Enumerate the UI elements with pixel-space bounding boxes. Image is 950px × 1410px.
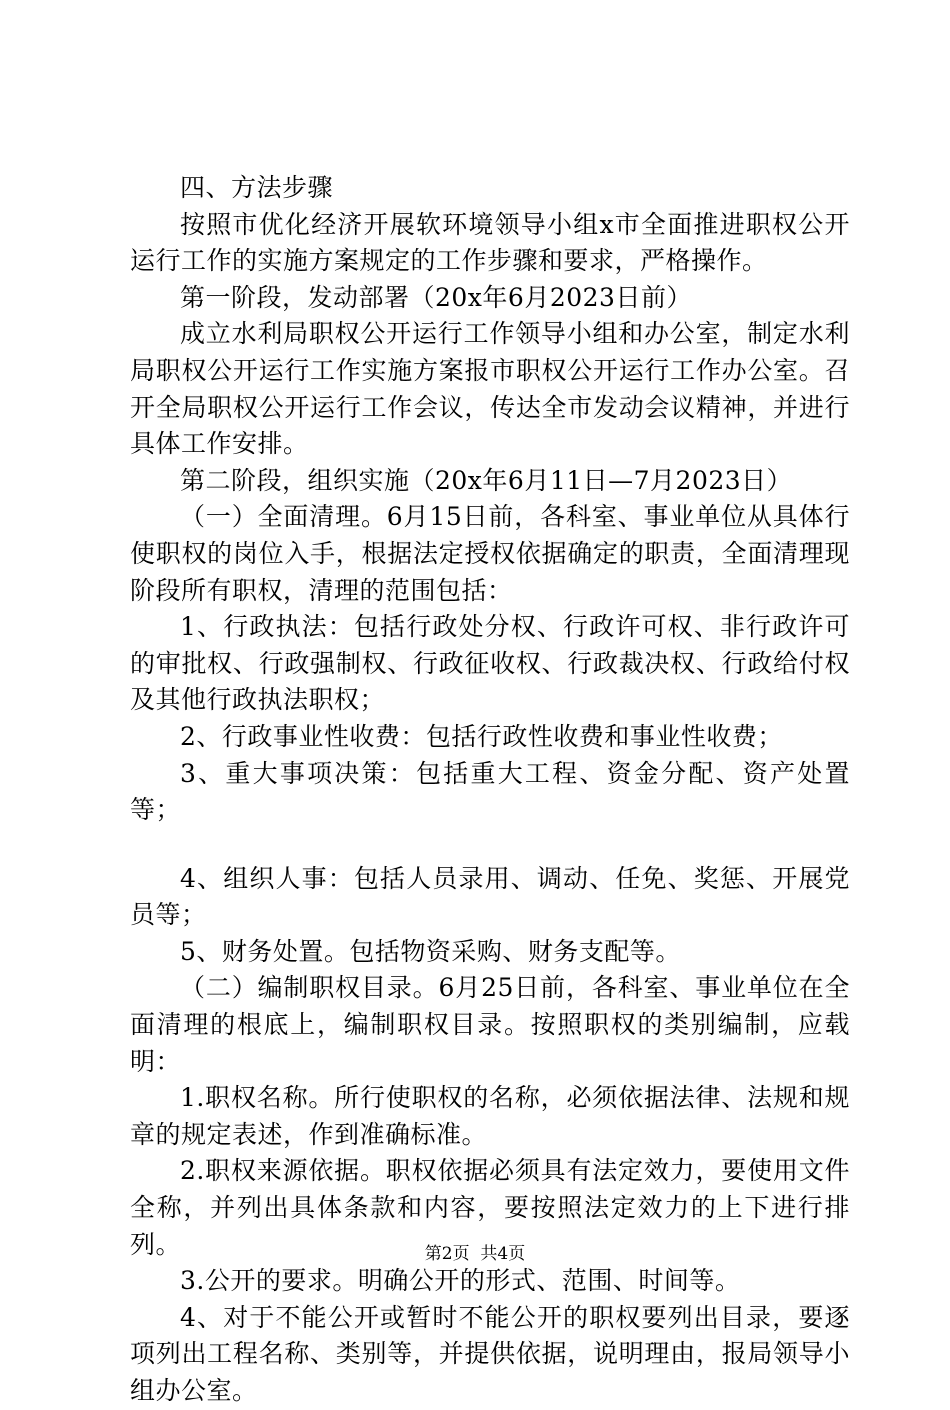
- list-item: 5、财务处置。包括物资采购、财务支配等。: [180, 936, 681, 966]
- paragraph: 成立水利局职权公开运行工作领导小组和办公室，制定水利局职权公开运行工作实施方案报市职权公开运行工作办公室。召开全局职权公开运行工作会议，传达全市发动会议精神，并进行具体工作安排。: [130, 319, 850, 459]
- list-item: 4、对于不能公开或暂时不能公开的职权要列出目录，要逐项列出工程名称、类别等，并提供依据，说明理由，报局领导小组办公室。: [130, 1302, 850, 1405]
- list-item: 2.职权来源依据。职权依据必须具有法定效力，要使用文件全称，并列出具体条款和内容，要按照法定效力的上下进行排列。: [130, 1156, 850, 1259]
- list-item: 1、行政执法：包括行政处分权、行政许可权、非行政许可的审批权、行政强制权、行政征收权、行政裁决权、行政给付权及其他行政执法职权；: [130, 612, 850, 715]
- paragraph: （一）全面清理。6月15日前，各科室、事业单位从具体行使职权的岗位入手，根据法定授权依据确定的职责，全面清理现阶段所有职权，清理的范围包括：: [130, 502, 850, 605]
- stage-heading: 第二阶段，组织实施（20x年6月11日—7月2023日）: [180, 465, 793, 495]
- list-item: 1.职权名称。所行使职权的名称，必须依据法律、法规和规章的规定表述，作到准确标准。: [130, 1083, 850, 1149]
- document-body: [130, 170, 850, 1410]
- list-item: 3、重大事项决策：包括重大工程、资金分配、资产处置等；: [130, 758, 850, 825]
- section-heading: 四、方法步骤: [180, 173, 334, 202]
- page-footer: 第2页 共4页: [424, 1244, 526, 1264]
- paragraph: （二）编制职权目录。6月25日前，各科室、事业单位在全面清理的根底上，编制职权目录。按照职权的类别编制，应载明：: [130, 973, 850, 1076]
- stage-heading: 第一阶段，发动部署（20x年6月2023日前）: [180, 282, 692, 312]
- list-item: 2、行政事业性收费：包括行政性收费和事业性收费；: [180, 721, 783, 751]
- list-item: 3.公开的要求。明确公开的形式、范围、时间等。: [180, 1266, 741, 1296]
- list-item: 4、组织人事：包括人员录用、调动、任免、奖惩、开展党员等；: [130, 863, 850, 930]
- paragraph: 按照市优化经济开展软环境领导小组x市全面推进职权公开运行工作的实施方案规定的工作步骤和要求，严格操作。: [130, 209, 850, 276]
